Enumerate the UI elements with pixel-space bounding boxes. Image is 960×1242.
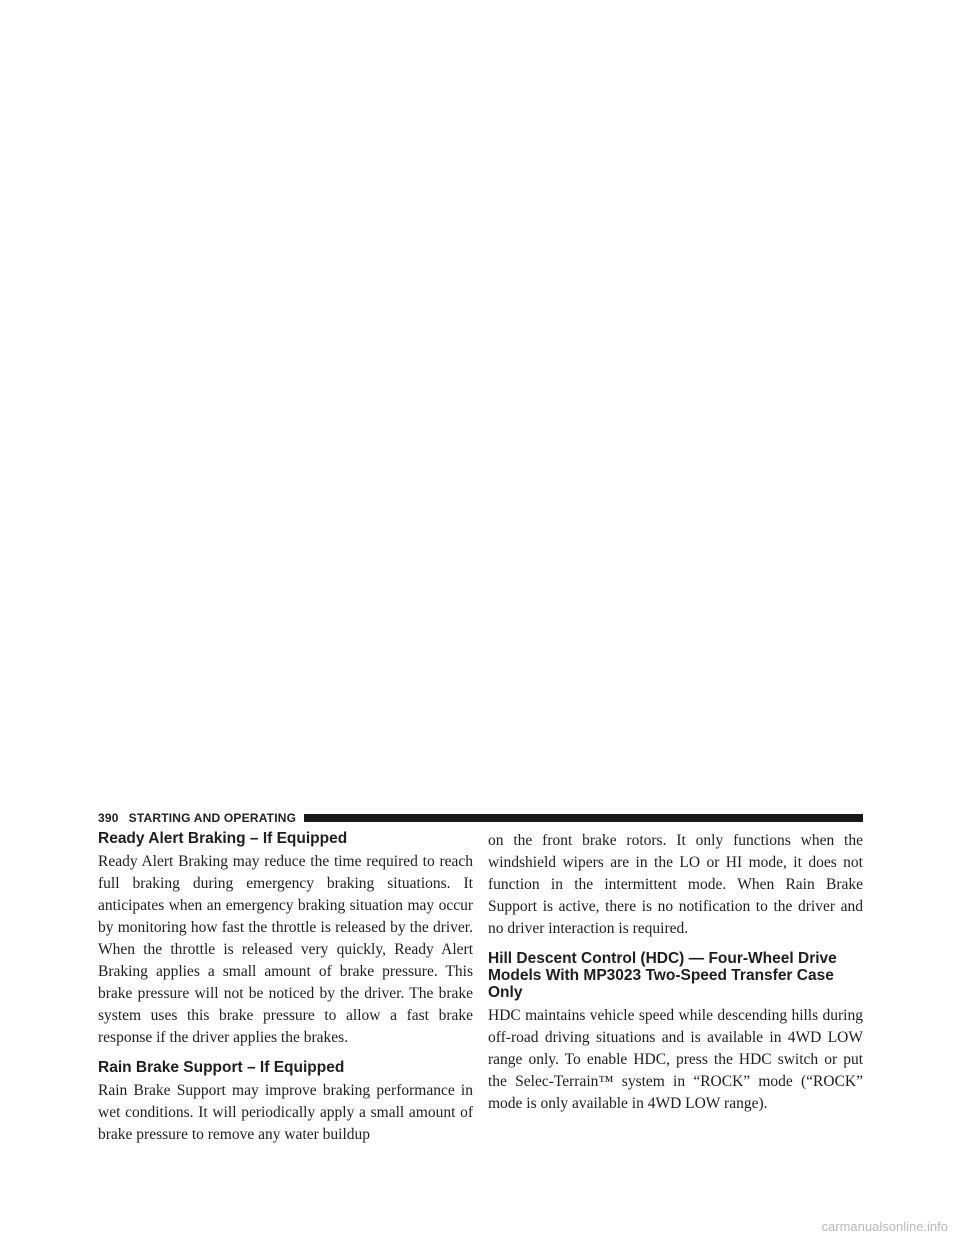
paragraph-ready-alert-braking: Ready Alert Braking may reduce the time required to reach full braking during emergency braking situations. It anticipates when an emergency braking situation may occur by monitoring how fast the throttle is released by the driver. When the throttle is released very quickly, Ready Alert Braking applies a small amount of brake pressure. This brake pressure will not be noticed by the driver. The brake system uses this brake pressure to allow a fast brake response if the driver applies the brakes. xyxy=(98,853,473,1046)
paragraph-rain-brake-support: Rain Brake Support may improve braking performance in wet conditions. It will periodically apply a small amount of brake pressure to remove any water buildup xyxy=(98,1082,473,1143)
page-header xyxy=(98,810,863,826)
watermark: carmanualsonline.info xyxy=(821,1219,948,1234)
header-rule xyxy=(304,814,863,822)
page-number: 390 xyxy=(98,811,119,825)
right-column xyxy=(488,830,863,1115)
heading-rain-brake-support: Rain Brake Support – If Equipped xyxy=(98,1059,345,1076)
left-column xyxy=(98,830,473,1146)
section-title: STARTING AND OPERATING xyxy=(128,811,297,825)
heading-hill-descent-control: Hill Descent Control (HDC) — Four-Wheel Drive Models With MP3023 Two-Speed Transfer Case Only xyxy=(488,950,837,1001)
paragraph-hill-descent-control: HDC maintains vehicle speed while descending hills during off-road driving situations and is available in 4WD LOW range only. To enable HDC, press the HDC switch or put the Selec-Terrain™ system in “ROCK” mode (“ROCK” mode is only available in 4WD LOW range). xyxy=(488,1007,863,1112)
paragraph-rain-brake-support-continued: on the front brake rotors. It only functions when the windshield wipers are in the LO or HI mode, it does not function in the intermittent mode. When Rain Brake Support is active, there is no notification to the driver and no driver interaction is required. xyxy=(488,832,863,937)
heading-ready-alert-braking: Ready Alert Braking – If Equipped xyxy=(98,830,348,847)
